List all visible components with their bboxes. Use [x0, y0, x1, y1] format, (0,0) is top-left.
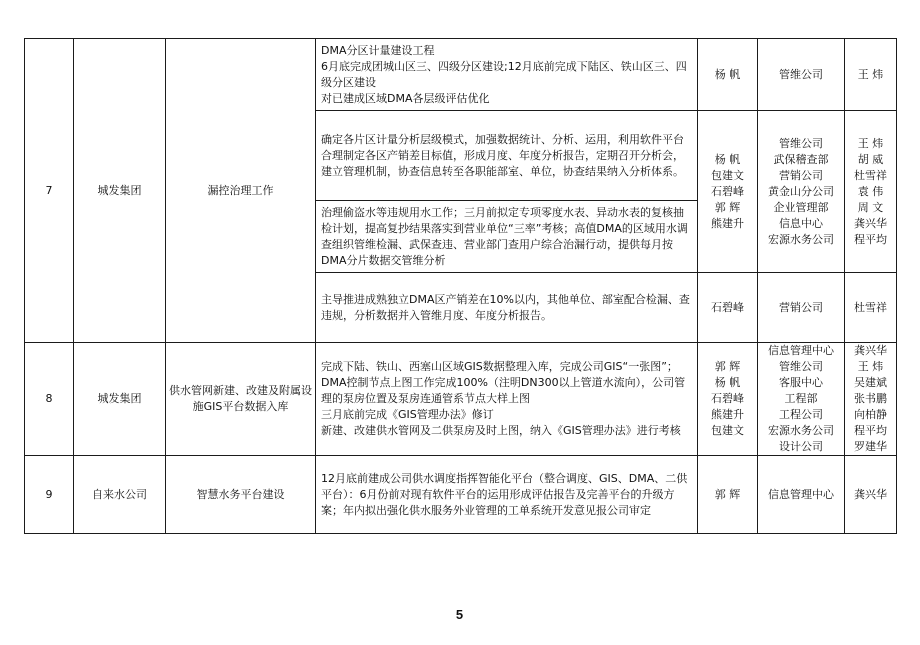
- responsible-department: 信息管理中心: [758, 456, 845, 534]
- department-leader: 杜雪祥: [845, 273, 897, 343]
- row-number: 9: [25, 456, 74, 534]
- responsible-department: 信息管理中心 管维公司 客服中心 工程部 工程公司 宏源水务公司 设计公司: [758, 343, 845, 456]
- project-name: 智慧水务平台建设: [166, 456, 316, 534]
- department-leader: 龚兴华 王 炜 吴建斌 张书鹏 向柏静 程平均 罗建华: [845, 343, 897, 456]
- row-number: 7: [25, 39, 74, 343]
- project-name: 供水管网新建、改建及附属设施GIS平台数据入库: [166, 343, 316, 456]
- table-row: [25, 39, 897, 111]
- work-plan-table: [24, 38, 897, 534]
- responsible-unit: 自来水公司: [74, 456, 166, 534]
- task-description: DMA分区计量建设工程 6月底完成团城山区三、四级分区建设;12月底前完成下陆区、铁山区三、四级分区建设 对已建成区域DMA各层级评估优化: [316, 39, 698, 111]
- responsible-department: 管维公司: [758, 39, 845, 111]
- table-row: [25, 343, 897, 456]
- task-description: 完成下陆、铁山、西塞山区域GIS数据整理入库，完成公司GIS“一张图”；DMA控制节点上图工作完成100%（注明DN300以上管道水流向），公司管理的泵房位置及泵房连通管系节点大样上图 三月底前完成《GIS管理办法》修订 新建、改建供水管网及二供泵房及时上图，纳入《GIS管理办法》进行考核: [316, 343, 698, 456]
- task-description: 治理偷盗水等违规用水工作；三月前拟定专项零度水表、异动水表的复核抽检计划，提高复抄结果落实到营业单位“三率”考核；高值DMA的区域用水调查组织管维检漏、武保查违、营业部门查用户综合治漏行动，提供每月按DMA分片数据交管维分析: [316, 201, 698, 273]
- responsible-department: 营销公司: [758, 273, 845, 343]
- responsible-persons: 郭 辉: [698, 456, 758, 534]
- department-leader: 王 炜: [845, 39, 897, 111]
- department-leader: 王 炜 胡 威 杜雪祥 袁 伟 周 文 龚兴华 程平均: [845, 111, 897, 273]
- responsible-persons: 杨 帆: [698, 39, 758, 111]
- responsible-persons: 郭 辉 杨 帆 石碧峰 熊建升 包建文: [698, 343, 758, 456]
- task-description: 12月底前建成公司供水调度指挥智能化平台（整合调度、GIS、DMA、二供平台）：6月份前对现有软件平台的运用形成评估报告及完善平台的升级方案；年内拟出强化供水服务外业管理的工单系统开发意见报公司审定: [316, 456, 698, 534]
- page-number: 5: [455, 607, 465, 622]
- table-row: [25, 456, 897, 534]
- responsible-department: 管维公司 武保稽查部 营销公司 黄金山分公司 企业管理部 信息中心 宏源水务公司: [758, 111, 845, 273]
- task-description: 主导推进成熟独立DMA区产销差在10%以内，其他单位、部室配合检漏、查违规，分析数据并入管维月度、年度分析报告。: [316, 273, 698, 343]
- task-description: 确定各片区计量分析层级模式，加强数据统计、分析、运用，利用软件平台合理制定各区产销差目标值，形成月度、年度分析报告，定期召开分析会，建立管理机制，协查信息转至各职能部室、单位，协查结果纳入分析体系。: [316, 111, 698, 201]
- responsible-persons: 杨 帆 包建文 石碧峰 郭 辉 熊建升: [698, 111, 758, 273]
- row-number: 8: [25, 343, 74, 456]
- responsible-unit: 城发集团: [74, 39, 166, 343]
- department-leader: 龚兴华: [845, 456, 897, 534]
- responsible-persons: 石碧峰: [698, 273, 758, 343]
- project-name: 漏控治理工作: [166, 39, 316, 343]
- responsible-unit: 城发集团: [74, 343, 166, 456]
